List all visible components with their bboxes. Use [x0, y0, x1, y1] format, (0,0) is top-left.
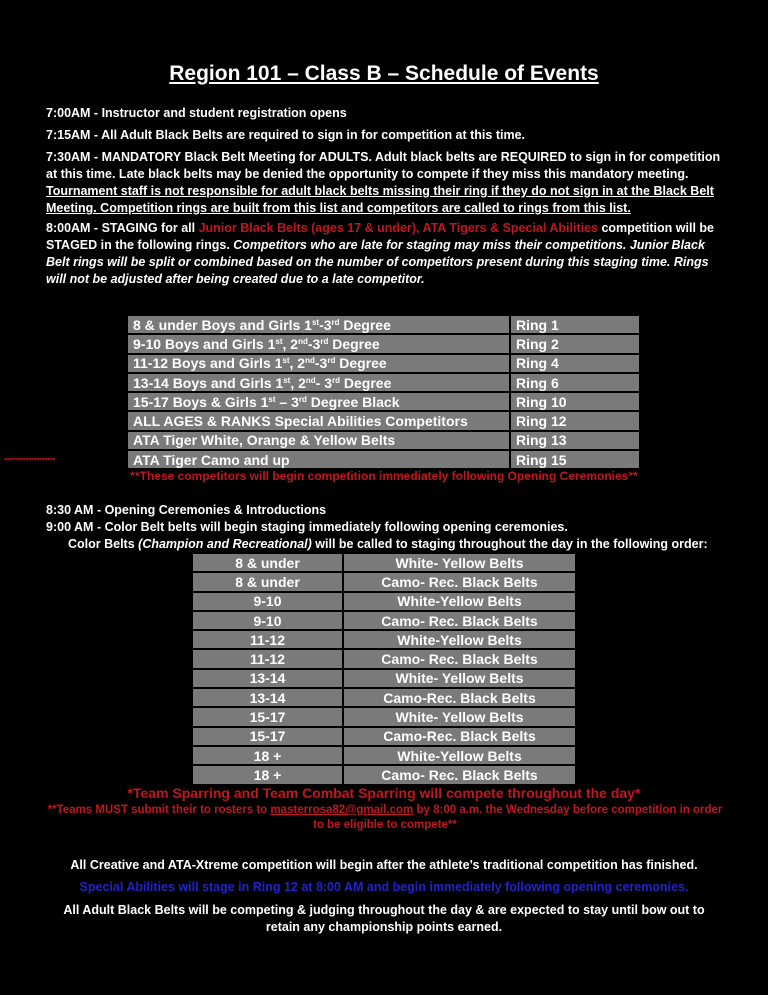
- age-group: 9-10: [193, 593, 342, 610]
- staging-mid: competition will be STAGED in the following rings.: [46, 221, 714, 252]
- order-tail: will be called to staging throughout the day in the following order:: [311, 537, 708, 551]
- ordinal-suffix: st: [268, 394, 276, 404]
- age-group: 18 +: [193, 747, 342, 764]
- division-text: -3: [307, 335, 321, 352]
- ring-row: [128, 316, 639, 333]
- division-text: Degree: [328, 335, 380, 352]
- ordinal-suffix: rd: [332, 375, 341, 385]
- ordinal-suffix: st: [311, 317, 320, 327]
- division-text: 8 & under Boys and Girls 1: [133, 316, 312, 333]
- age-group: 15-17: [193, 728, 342, 745]
- creative-note: All Creative and ATA-Xtreme competition will begin after the athlete’s traditional competition has finished.: [70, 858, 698, 872]
- adult-black-belt-note: All Adult Black Belts will be competing & judging throughout the day & are expected to stay until bow out to retain any championship points earned.: [63, 903, 705, 934]
- registration-line: 7:00AM - Instructor and student registration opens: [46, 106, 347, 120]
- belt-group: White-Yellow Belts: [344, 631, 575, 648]
- division-text: ATA Tiger Camo and up: [133, 451, 290, 468]
- staging-lead: 8:00AM - STAGING for all: [46, 221, 199, 235]
- division-text: , 2: [289, 355, 306, 372]
- color-belt-row: [193, 593, 575, 610]
- roster-email-link[interactable]: masterrosa82@gmail.com: [270, 804, 414, 816]
- division-text: Degree: [335, 355, 387, 372]
- belt-group: Camo-Rec. Black Belts: [344, 689, 575, 706]
- age-group: 18 +: [193, 766, 342, 783]
- division-text: -3: [319, 316, 332, 333]
- belt-group: Camo- Rec. Black Belts: [344, 612, 575, 629]
- division-text: 9-10 Boys and Girls 1: [133, 335, 276, 352]
- order-lead: Color Belts: [68, 537, 139, 551]
- rings-note: **These competitors will begin competition immediately following Opening Ceremonies**: [130, 469, 638, 483]
- ordinal-suffix: st: [282, 356, 290, 366]
- ring-row: [128, 355, 639, 372]
- color-belt-staging-line: 9:00 AM - Color Belt belts will begin staging immediately following opening ceremonies.: [46, 520, 568, 534]
- color-belt-row: [193, 728, 575, 745]
- ring-row: [128, 393, 639, 410]
- color-belt-row: [193, 766, 575, 783]
- team-roster-note: [44, 803, 726, 833]
- ring-number: Ring 13: [511, 432, 639, 449]
- meeting-underlined-text: Tournament staff is not responsible for adult black belts missing their ring if they do not sign in at the Black Belt Meeting. Competition rings are built from this list and competitors are called to rings from this list.: [46, 184, 714, 215]
- color-belt-row: [193, 554, 575, 571]
- ordinal-suffix: st: [275, 336, 283, 346]
- belt-group: Camo-Rec. Black Belts: [344, 728, 575, 745]
- color-belt-row: [193, 650, 575, 667]
- ring-division: [128, 355, 509, 372]
- ordinal-suffix: rd: [320, 336, 329, 346]
- ring-division: [128, 335, 509, 352]
- ring-row: [128, 451, 639, 468]
- age-group: 13-14: [193, 689, 342, 706]
- division-text: – 3: [275, 393, 299, 410]
- ring-row: [128, 432, 639, 449]
- age-group: 9-10: [193, 612, 342, 629]
- roster-lead: **Teams MUST submit their to rosters to: [47, 804, 271, 816]
- ordinal-suffix: st: [283, 375, 291, 385]
- division-text: , 2: [282, 335, 299, 352]
- color-belt-row: [193, 573, 575, 590]
- division-text: -3: [314, 355, 328, 372]
- age-group: 11-12: [193, 631, 342, 648]
- belt-group: White- Yellow Belts: [344, 708, 575, 725]
- special-abilities-note: Special Abilities will stage in Ring 12 at 8:00 AM and begin immediately following opening ceremonies.: [79, 880, 689, 894]
- belt-group: White-Yellow Belts: [344, 593, 575, 610]
- age-group: 15-17: [193, 708, 342, 725]
- belt-group: Camo- Rec. Black Belts: [344, 573, 575, 590]
- age-group: 11-12: [193, 650, 342, 667]
- belt-group: White- Yellow Belts: [344, 554, 575, 571]
- belt-group: White- Yellow Belts: [344, 670, 575, 687]
- ring-division: [128, 451, 509, 468]
- ring-number: Ring 12: [511, 412, 639, 429]
- opening-ceremonies-line: 8:30 AM - Opening Ceremonies & Introductions: [46, 503, 327, 517]
- age-group: 8 & under: [193, 573, 342, 590]
- color-belt-table: [191, 552, 577, 786]
- adult-signin-line: 7:15AM - All Adult Black Belts are required to sign in for competition at this time.: [46, 128, 526, 142]
- ring-number: Ring 10: [511, 393, 639, 410]
- ring-number: Ring 6: [511, 374, 639, 391]
- belt-group: White-Yellow Belts: [344, 747, 575, 764]
- team-sparring-note: *Team Sparring and Team Combat Sparring will compete throughout the day*: [127, 785, 641, 801]
- color-belt-row: [193, 631, 575, 648]
- ordinal-suffix: rd: [298, 394, 307, 404]
- ring-division: [128, 374, 509, 391]
- ring-division: [128, 393, 509, 410]
- color-belt-row: [193, 747, 575, 764]
- staging-italic: Competitors who are late for staging may miss their competitions. Junior Black Belt rings will be split or combined based on the number of competitors present during this staging time. Rings will not be adjusted after being created due to a late competitor.: [46, 238, 709, 286]
- age-group: 8 & under: [193, 554, 342, 571]
- ring-number: Ring 1: [511, 316, 639, 333]
- division-text: Degree: [340, 374, 392, 391]
- ordinal-suffix: nd: [305, 375, 316, 385]
- division-text: ATA Tiger White, Orange & Yellow Belts: [133, 432, 396, 449]
- ring-division: [128, 412, 509, 429]
- division-text: - 3: [315, 374, 333, 391]
- ring-row: [128, 374, 639, 391]
- color-belt-row: [193, 670, 575, 687]
- staging-paragraph: [46, 220, 726, 288]
- color-belt-order-line: [68, 536, 748, 553]
- staging-red-text: Junior Black Belts (ages 17 & under), ATA Tigers & Special Abilities: [198, 221, 598, 235]
- division-text: Degree: [339, 316, 391, 333]
- ring-division: [128, 432, 509, 449]
- ring-number: Ring 4: [511, 355, 639, 372]
- age-group: 13-14: [193, 670, 342, 687]
- color-belt-row: [193, 689, 575, 706]
- division-text: Degree Black: [306, 393, 400, 410]
- ordinal-suffix: nd: [305, 356, 315, 366]
- page-title: Region 101 – Class B – Schedule of Events: [169, 62, 599, 85]
- ring-division: [128, 316, 509, 333]
- ring-row: [128, 412, 639, 429]
- division-text: ALL AGES & RANKS Special Abilities Competitors: [133, 413, 468, 430]
- order-italic: (Champion and Recreational): [138, 537, 312, 551]
- division-text: , 2: [290, 374, 306, 391]
- ordinal-suffix: rd: [327, 356, 336, 366]
- ring-number: Ring 15: [511, 451, 639, 468]
- ordinal-suffix: nd: [298, 336, 308, 346]
- roster-tail: by 8:00 a.m. the Wednesday before competition in order to be eligible to compete**: [313, 804, 723, 831]
- belt-group: Camo- Rec. Black Belts: [344, 766, 575, 783]
- ordinal-suffix: rd: [331, 317, 340, 327]
- rings-table: [126, 314, 641, 470]
- division-text: 11-12 Boys and Girls 1: [133, 355, 283, 372]
- meeting-text: 7:30AM - MANDATORY Black Belt Meeting for ADULTS. Adult black belts are REQUIRED to sign in for competition at this time. Late black belts may be denied the opportunity to compete if they miss this mandatory meeting.: [46, 150, 721, 181]
- overprint-mark: ▪▪▪▪▪▪▪▪▪▪▪▪▪▪▪▪▪▪▪: [4, 454, 56, 464]
- ring-number: Ring 2: [511, 335, 639, 352]
- color-belt-row: [193, 612, 575, 629]
- belt-group: Camo- Rec. Black Belts: [344, 650, 575, 667]
- ring-row: [128, 335, 639, 352]
- division-text: 15-17 Boys & Girls 1: [133, 393, 269, 410]
- color-belt-row: [193, 708, 575, 725]
- division-text: 13-14 Boys and Girls 1: [133, 374, 284, 391]
- black-belt-meeting-paragraph: [46, 149, 726, 217]
